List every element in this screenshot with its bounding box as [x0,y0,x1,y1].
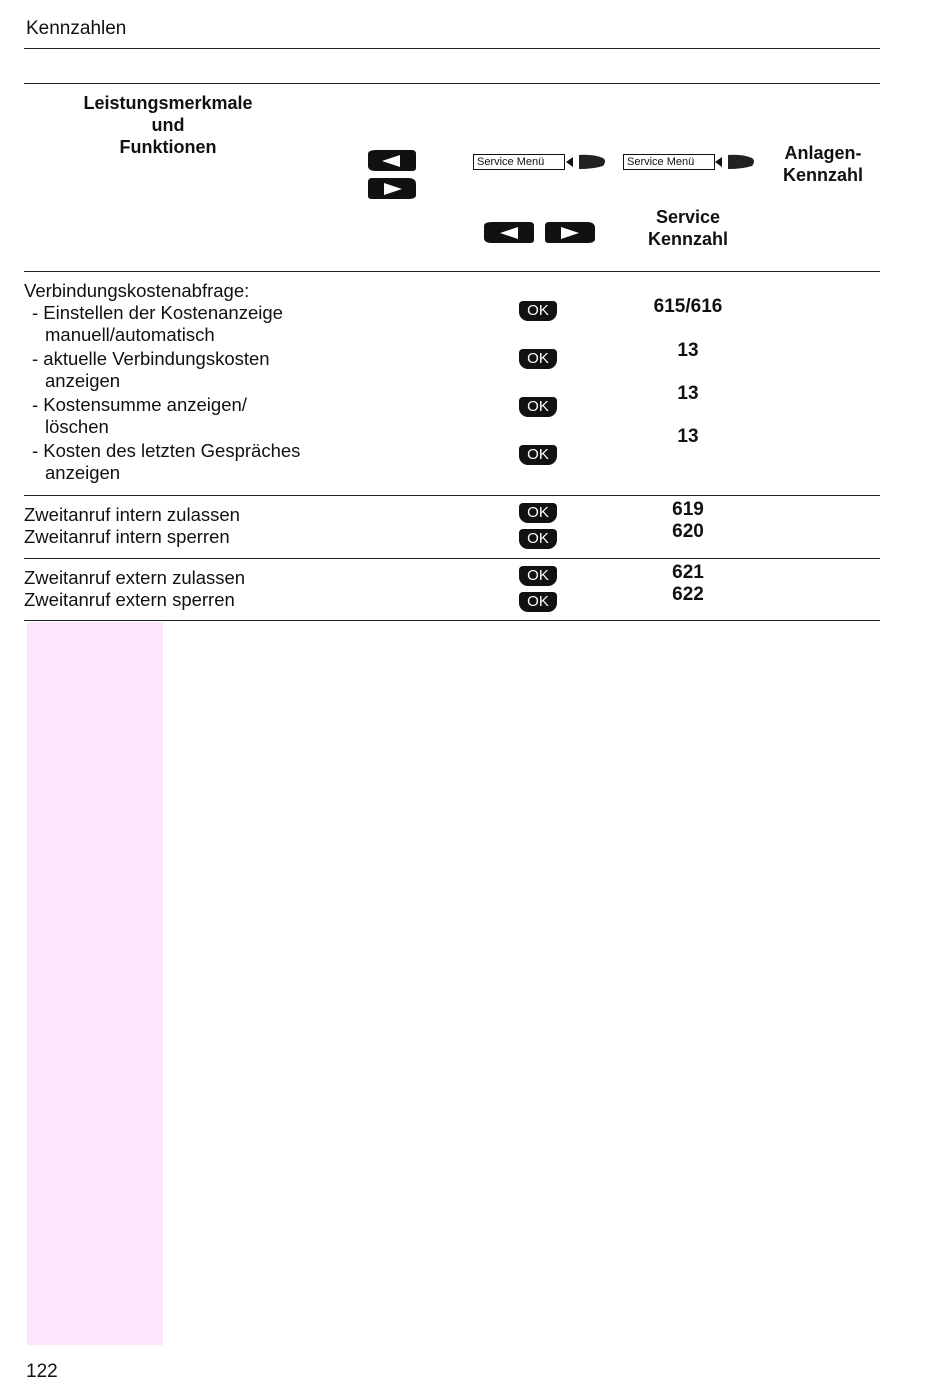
service-menu-display-1: Service Menü [473,154,565,170]
intern-section-rule [24,558,880,559]
list-item-line2: löschen [45,416,109,437]
list-item-line2: anzeigen [45,370,121,391]
page-number: 122 [26,1361,58,1382]
system-code-header [763,142,883,186]
ok-key-icon: OK [519,397,557,417]
list-item-line1: - Kostensumme anzeigen/ [32,394,247,415]
list-item-line1: - Kosten des letzten Gespräches [32,440,301,461]
scroll-left-key-icon [366,150,418,172]
service-code: 13 [677,426,699,447]
service-code: 620 [672,521,704,542]
service-code: 13 [677,340,699,361]
softkey-icon-1 [565,152,609,172]
ok-key-icon: OK [519,592,557,612]
scroll-left-key-icon-2 [482,222,536,244]
table-row-label: Zweitanruf intern sperren [24,526,230,547]
features-header [68,92,268,158]
service-code: 13 [677,383,699,404]
softkey-icon-2 [714,152,758,172]
service-code-header-line1: Service [655,207,721,227]
scroll-right-key-icon-2 [543,222,597,244]
features-header-line3: Funktionen [119,137,217,157]
list-item [32,440,300,484]
system-code-header-line1: Anlagen- [784,143,862,163]
service-code-header [628,206,748,250]
ok-key-icon: OK [519,566,557,586]
margin-column [27,622,163,1345]
service-code: 619 [672,499,704,520]
list-item-line2: anzeigen [45,462,121,483]
cost-section-title: Verbindungskostenabfrage: [24,280,250,301]
header-bottom-rule [24,271,880,272]
ok-key-icon: OK [519,529,557,549]
service-code-header-line2: Kennzahl [647,229,728,249]
cost-section-rule [24,495,880,496]
service-code: 615/616 [653,296,723,317]
ok-key-icon: OK [519,301,557,321]
page-title: Kennzahlen [26,18,127,39]
list-item-line2: manuell/automatisch [45,324,215,345]
system-code-header-line2: Kennzahl [782,165,863,185]
table-row-label: Zweitanruf intern zulassen [24,504,240,525]
table-row-label: Zweitanruf extern sperren [24,589,235,610]
title-rule [24,48,880,49]
table-bottom-rule [24,620,880,621]
ok-key-icon: OK [519,349,557,369]
list-item-line1: - aktuelle Verbindungskosten [32,348,270,369]
service-code: 621 [672,562,704,583]
features-header-line2: und [151,115,185,135]
list-item [32,302,283,346]
table-top-rule [24,83,880,84]
ok-key-icon: OK [519,503,557,523]
list-item [32,348,270,392]
list-item [32,394,247,438]
features-header-line1: Leistungsmerkmale [83,93,253,113]
list-item-line1: - Einstellen der Kostenanzeige [32,302,283,323]
service-code: 622 [672,584,704,605]
service-menu-display-2: Service Menü [623,154,715,170]
scroll-right-key-icon [366,178,418,200]
table-row-label: Zweitanruf extern zulassen [24,567,246,588]
ok-key-icon: OK [519,445,557,465]
